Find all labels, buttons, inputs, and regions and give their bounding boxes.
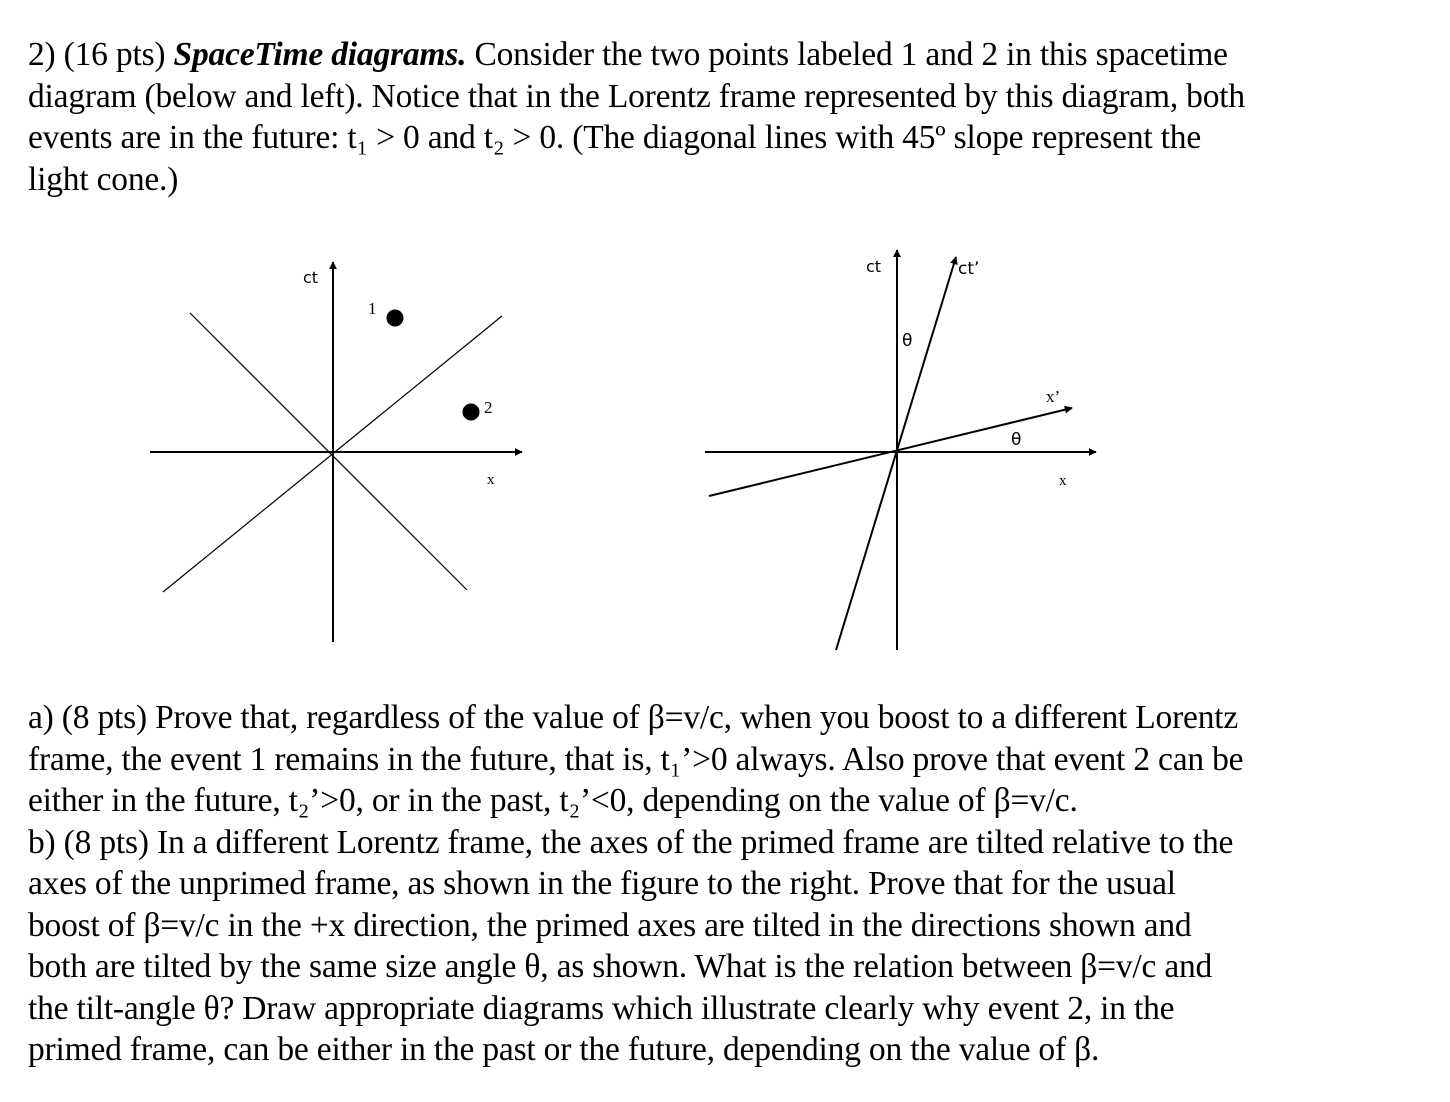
right-spacetime-diagram	[705, 250, 1096, 650]
event-1-point	[387, 310, 404, 327]
parts-line-7: both are tilted by the same size angle θ, as shown. What is the relation between β=v/c and	[28, 948, 1213, 985]
intro-line-4: light cone.)	[28, 160, 179, 198]
problem-number: 2) (16 pts)	[28, 36, 174, 73]
parts-line-8: the tilt-angle θ? Draw appropriate diagrams which illustrate clearly why event 2, in the	[28, 989, 1175, 1027]
event-2-label: 2	[484, 398, 493, 417]
left-x-label: x	[487, 472, 495, 488]
theta-space-angle-label: θ	[1011, 430, 1022, 450]
spacetime-diagrams	[0, 240, 1450, 660]
intro-line-1	[28, 34, 1428, 76]
intro-text: Consider the two points labeled 1 and 2 in this spacetime	[466, 36, 1228, 73]
problem-intro	[28, 34, 1428, 200]
intro-line-2: diagram (below and left). Notice that in the Lorentz frame represented by this diagram, both	[28, 77, 1245, 115]
primed-ct-label: ct’	[958, 259, 980, 279]
left-spacetime-diagram	[150, 262, 522, 642]
problem-parts	[28, 697, 1428, 1071]
event-2-point	[463, 404, 480, 421]
parts-line-4: b) (8 pts) In a different Lorentz frame, the axes of the primed frame are tilted relative to the	[28, 823, 1234, 861]
parts-line-3: either in the future, t₂’>0, or in the past, t₂’<0, depending on the value of β=v/c.	[28, 782, 1078, 819]
problem-title: SpaceTime diagrams.	[173, 36, 467, 73]
theta-time-angle-label: θ	[902, 331, 913, 351]
event-1-label: 1	[368, 299, 377, 318]
parts-line-5: axes of the unprimed frame, as shown in the figure to the right. Prove that for the usual	[28, 865, 1176, 902]
parts-line-2: frame, the event 1 remains in the future, that is, t₁’>0 always. Also prove that event 2 can be	[28, 740, 1244, 778]
left-ct-label: ct	[303, 268, 319, 287]
parts-line-9: primed frame, can be either in the past or the future, depending on the value of β.	[28, 1031, 1100, 1068]
right-ct-label: ct	[866, 257, 882, 276]
right-x-label: x	[1059, 473, 1067, 489]
parts-line-1: a) (8 pts) Prove that, regardless of the value of β=v/c, when you boost to a different Lorentz	[28, 699, 1239, 736]
parts-line-6: boost of β=v/c in the +x direction, the primed axes are tilted in the directions shown and	[28, 906, 1192, 944]
intro-line-3: events are in the future: t₁ > 0 and t₂ > 0. (The diagonal lines with 45º slope represent the	[28, 119, 1201, 156]
primed-x-label: x’	[1046, 387, 1061, 406]
